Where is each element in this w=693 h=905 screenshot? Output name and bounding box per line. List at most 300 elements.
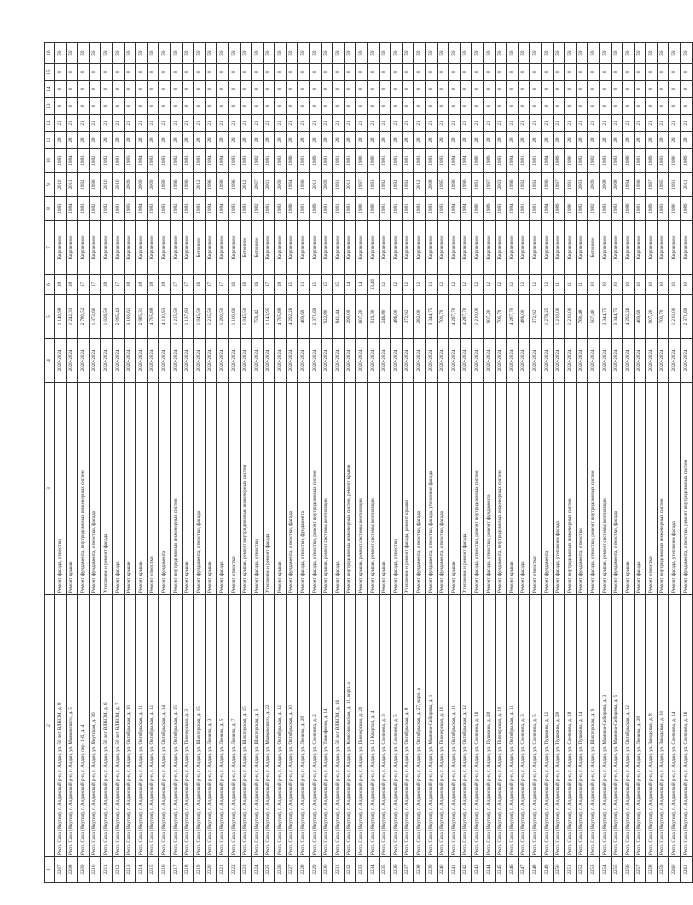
cell-y1: 1983 [55, 197, 67, 221]
cell-cost: 4 292,26 [623, 295, 635, 339]
cell-c16: 59 [391, 43, 403, 64]
table-row [634, 43, 646, 883]
cell-c15: 0 [472, 64, 484, 81]
table-row [240, 43, 252, 883]
cell-wall: Кирпичное [205, 221, 217, 275]
cell-c11: 28 [634, 132, 646, 149]
cell-wall: Кирпичное [182, 221, 194, 275]
cell-y3: 1983 [275, 149, 287, 173]
table-row [483, 43, 495, 883]
table-row [170, 43, 182, 883]
column-header-10: 10 [45, 149, 55, 173]
cell-y1: 1981 [333, 197, 345, 221]
cell-y1: 1983 [437, 197, 449, 221]
cell-v6: 18 [66, 275, 78, 295]
table-row [541, 43, 553, 883]
cell-c16: 59 [89, 43, 101, 64]
cell-work: Ремонт внутридомовых инженерных систем [657, 383, 669, 595]
cell-work: Ремонт крыши, ремонт системы вентиляции [599, 383, 611, 595]
cell-c15: 0 [449, 64, 461, 81]
column-header-9: 9 [45, 173, 55, 197]
cell-c15: 0 [530, 64, 542, 81]
column-header-3: 3 [45, 383, 55, 595]
cell-c16: 59 [402, 43, 414, 64]
cell-y3: 1981 [344, 149, 356, 173]
cell-y2: 1992 [379, 173, 391, 197]
cell-v6: 10 [599, 275, 611, 295]
cell-c13: 0 [310, 98, 322, 115]
cell-y2: 1997 [483, 173, 495, 197]
cell-c16: 59 [530, 43, 542, 64]
cell-addr: Респ. Саха (Якутия), г. Алданский р-н, г. Алдан, ул. Тимофеева, д. 14 [321, 595, 333, 857]
cell-y1: 1982 [101, 197, 113, 221]
cell-c11: 28 [472, 132, 484, 149]
cell-c14: 0 [112, 81, 124, 98]
cell-period: 2020-2024 [194, 339, 206, 383]
cell-y3: 1983 [414, 149, 426, 173]
cell-v6: 12 [483, 275, 495, 295]
cell-c11: 28 [136, 132, 148, 149]
cell-c13: 0 [101, 98, 113, 115]
cell-v6: 17 [263, 275, 275, 295]
cell-v6: 18 [55, 275, 67, 295]
cell-c16: 59 [194, 43, 206, 64]
cell-period: 2020-2024 [426, 339, 438, 383]
cell-c13: 0 [657, 98, 669, 115]
cell-cost: 4 110,93 [159, 295, 171, 339]
cell-wall: Кирпичное [565, 221, 577, 275]
cell-cost: 1 200,50 [217, 295, 229, 339]
cell-cost: 1 215,50 [170, 295, 182, 339]
cell-addr: Респ. Саха (Якутия), г. Алданский р-н, г. Алдан, ул. Слепнева, д. 18 [565, 595, 577, 857]
cell-c12: 21 [518, 115, 530, 132]
table-row [159, 43, 171, 883]
cell-y1: 1983 [78, 197, 90, 221]
cell-c12: 21 [402, 115, 414, 132]
cell-c15: 0 [588, 64, 600, 81]
cell-v6: 16 [252, 275, 264, 295]
cell-period: 2020-2024 [646, 339, 658, 383]
cell-y2: 2009 [124, 173, 136, 197]
cell-y1: 1984 [136, 197, 148, 221]
cell-addr: Респ. Саха (Якутия), г. Алданский р-н, г. Алдан, ул. Октябрьская, д. 12 [623, 595, 635, 857]
cell-wall: Кирпичное [669, 221, 681, 275]
cell-y3: 1982 [89, 149, 101, 173]
cell-c14: 0 [391, 81, 403, 98]
cell-c16: 59 [228, 43, 240, 64]
cell-c15: 0 [657, 64, 669, 81]
cell-c12: 21 [391, 115, 403, 132]
cell-y1: 1983 [657, 197, 669, 221]
cell-period: 2020-2024 [379, 339, 391, 383]
cell-y2: 1992 [402, 173, 414, 197]
cell-c13: 0 [379, 98, 391, 115]
cell-addr: Респ. Саха (Якутия), г. Алданский р-н, г. Алдан, ул. Ленина, д. 3 [205, 595, 217, 857]
cell-c16: 59 [472, 43, 484, 64]
table-row [379, 43, 391, 883]
cell-c15: 0 [426, 64, 438, 81]
cell-period: 2020-2024 [78, 339, 90, 383]
cell-y1: 1982 [588, 197, 600, 221]
cell-y3: 1986 [623, 149, 635, 173]
cell-y2: 1996 [460, 173, 472, 197]
cell-v6: 10 [646, 275, 658, 295]
cell-v6: 14 [344, 275, 356, 295]
cell-period: 2020-2024 [623, 339, 635, 383]
cell-no: 2234 [368, 857, 380, 883]
cell-c16: 59 [599, 43, 611, 64]
cell-y2: 2009 [321, 173, 333, 197]
cell-y3: 1984 [217, 149, 229, 173]
cell-work: Ремонт фундамента, отмостки, фасада [286, 383, 298, 595]
cell-cost: 1 140,98 [55, 295, 67, 339]
cell-cost: 4 287,70 [449, 295, 461, 339]
cell-c13: 0 [55, 98, 67, 115]
cell-v6: 12 [414, 275, 426, 295]
cell-cost: 2 780,52 [78, 295, 90, 339]
cell-cost: 1 372,60 [89, 295, 101, 339]
cell-work: Ремонт фасада, отмостки [391, 383, 403, 595]
cell-addr: Респ. Саха (Якутия), г. Алданский р-н, г. Алдан, ул. 50 лет ВЛКСМ, д. 16 [333, 595, 345, 857]
cell-v6: 10 [623, 275, 635, 295]
table-row [263, 43, 275, 883]
cell-v6: 10 [669, 275, 681, 295]
cell-y2: 1997 [553, 173, 565, 197]
cell-no: 2220 [205, 857, 217, 883]
cell-period: 2020-2024 [530, 339, 542, 383]
cell-c16: 59 [356, 43, 368, 64]
cell-addr: Респ. Саха (Якутия), г. Алданский р-н, г. Алдан, ул. Заводская, д. 10 [657, 595, 669, 857]
cell-no: 2256 [623, 857, 635, 883]
cell-c11: 28 [657, 132, 669, 149]
cell-c14: 0 [344, 81, 356, 98]
table-row [78, 43, 90, 883]
cell-c11: 28 [286, 132, 298, 149]
cell-y3: 1986 [286, 149, 298, 173]
cell-period: 2020-2024 [565, 339, 577, 383]
table-row [194, 43, 206, 883]
cell-c11: 28 [344, 132, 356, 149]
cell-work: Ремонт фасада [217, 383, 229, 595]
cell-c16: 59 [507, 43, 519, 64]
cell-c11: 28 [460, 132, 472, 149]
cell-c12: 21 [194, 115, 206, 132]
cell-c13: 0 [356, 98, 368, 115]
cell-c14: 0 [541, 81, 553, 98]
cell-c11: 28 [89, 132, 101, 149]
cell-v6: 18 [159, 275, 171, 295]
cell-y2: 1996 [298, 173, 310, 197]
cell-c11: 28 [507, 132, 519, 149]
cell-c11: 28 [437, 132, 449, 149]
cell-addr: Респ. Саха (Якутия), г. Алданский р-н, г. Алдан, ул. Шахтерская, д. 15 [240, 595, 252, 857]
cell-addr: Респ. Саха (Якутия), г. Алданский р-н, г. Алдан, ул. Слепнева, д. 5 [530, 595, 542, 857]
cell-c16: 59 [217, 43, 229, 64]
cell-period: 2020-2024 [518, 339, 530, 383]
cell-c12: 21 [147, 115, 159, 132]
cell-no: 2223 [240, 857, 252, 883]
cell-c15: 0 [112, 64, 124, 81]
cell-y1: 1981 [263, 197, 275, 221]
cell-c13: 0 [530, 98, 542, 115]
cell-c14: 0 [565, 81, 577, 98]
cell-c14: 0 [101, 81, 113, 98]
cell-y1: 1989 [310, 197, 322, 221]
cell-work: Ремонт фасада, отмостки, ремонт внутридомовых систем [472, 383, 484, 595]
cell-c15: 0 [286, 64, 298, 81]
cell-cost: 469,69 [634, 295, 646, 339]
column-header-11: 11 [45, 132, 55, 149]
cell-y2: 1991 [669, 173, 681, 197]
cell-addr: Респ. Саха (Якутия), г. Алданский р-н, г. Алдан, ул. Октябрьская, д. 11 [136, 595, 148, 857]
cell-c11: 28 [356, 132, 368, 149]
cell-y1: 1980 [472, 197, 484, 221]
cell-c13: 0 [391, 98, 403, 115]
cell-y2: 1996 [205, 173, 217, 197]
cell-y1: 1989 [681, 197, 693, 221]
cell-cost: 1 137,83 [182, 295, 194, 339]
cell-c11: 28 [78, 132, 90, 149]
cell-period: 2020-2024 [588, 339, 600, 383]
cell-y2: 1996 [89, 173, 101, 197]
cell-c12: 21 [55, 115, 67, 132]
cell-wall: Кирпичное [136, 221, 148, 275]
cell-c14: 0 [240, 81, 252, 98]
cell-c12: 21 [321, 115, 333, 132]
cell-y3: 1981 [112, 149, 124, 173]
cell-period: 2020-2024 [55, 339, 67, 383]
cell-y2: 1992 [391, 173, 403, 197]
cell-v6: 17 [170, 275, 182, 295]
cell-cost: 841,44 [333, 295, 345, 339]
cell-cost: 1 026,50 [101, 295, 113, 339]
cell-addr: Респ. Саха (Якутия), г. Алданский р-н, г. Алдан, ул. Шахтерская, д. 15 [194, 595, 206, 857]
cell-work: Ремонт внутридомовых инженерных систем [170, 383, 182, 595]
cell-c13: 0 [483, 98, 495, 115]
cell-period: 2020-2024 [263, 339, 275, 383]
cell-c14: 0 [205, 81, 217, 98]
cell-v6: 12 [518, 275, 530, 295]
cell-addr: Респ. Саха (Якутия), г. Алданский р-н, г. Алдан, ул. Заводская, д. 8 [646, 595, 658, 857]
cell-c15: 0 [495, 64, 507, 81]
cell-work: Ремонт крыши [379, 383, 391, 595]
cell-c13: 0 [426, 98, 438, 115]
cell-c16: 59 [205, 43, 217, 64]
cell-c15: 0 [344, 64, 356, 81]
cell-c16: 59 [414, 43, 426, 64]
cell-y1: 1981 [634, 197, 646, 221]
cell-period: 2020-2024 [66, 339, 78, 383]
cell-no: 2212 [112, 857, 124, 883]
cell-c12: 21 [205, 115, 217, 132]
cell-y1: 1989 [553, 197, 565, 221]
cell-addr: Респ. Саха (Якутия), г. Алданский р-н, г. Алдан, ул. Пушкина, д. 14 [576, 595, 588, 857]
cell-wall: Кирпичное [89, 221, 101, 275]
cell-no: 2208 [66, 857, 78, 883]
cell-c16: 59 [66, 43, 78, 64]
cell-wall: Кирпичное [356, 221, 368, 275]
cell-work: Ремонт фасада, отмостки, фундамента [298, 383, 310, 595]
cell-y3: 1983 [240, 149, 252, 173]
cell-y2: 1997 [356, 173, 368, 197]
cell-wall: Кирпичное [112, 221, 124, 275]
cell-c13: 0 [611, 98, 623, 115]
cell-addr: Респ. Саха (Якутия), г. Алданский р-н, г. Алдан, ул. Слепнева, д. 3 [379, 595, 391, 857]
cell-period: 2020-2024 [240, 339, 252, 383]
cell-period: 2020-2024 [541, 339, 553, 383]
table-row [368, 43, 380, 883]
cell-period: 2020-2024 [310, 339, 322, 383]
cell-c15: 0 [356, 64, 368, 81]
cell-wall: Кирпичное [483, 221, 495, 275]
cell-y1: 1981 [112, 197, 124, 221]
cell-c16: 59 [286, 43, 298, 64]
cell-c11: 28 [541, 132, 553, 149]
cell-addr: Респ. Саха (Якутия), г. Алданский р-н, г. Алдан, ул. Слепнева, д. 14 [669, 595, 681, 857]
cell-wall: Кирпичное [286, 221, 298, 275]
cell-work: Ремонт фундамента, отмостки, фасада [611, 383, 623, 595]
cell-c13: 0 [240, 98, 252, 115]
cell-c11: 28 [252, 132, 264, 149]
column-header-4: 4 [45, 339, 55, 383]
cell-y1: 1981 [321, 197, 333, 221]
cell-c11: 28 [530, 132, 542, 149]
cell-addr: Респ. Саха (Якутия), г. Алданский р-н, г. Алдан, ул. Пионерская, д. 10 [437, 595, 449, 857]
cell-y2: 1992 [78, 173, 90, 197]
cell-cost: 1 210,00 [472, 295, 484, 339]
cell-no: 2241 [449, 857, 461, 883]
cell-no: 2224 [252, 857, 264, 883]
cell-period: 2020-2024 [460, 339, 472, 383]
cell-y1: 1986 [286, 197, 298, 221]
cell-y2: 2012 [414, 173, 426, 197]
cell-c11: 28 [321, 132, 333, 149]
cell-no: 2217 [170, 857, 182, 883]
cell-v6: 12 [460, 275, 472, 295]
cell-y1: 1983 [599, 197, 611, 221]
cell-v6: 16 [228, 275, 240, 295]
cell-addr: Респ. Саха (Якутия), г. Алданский р-н, г. Алдан, ул. Октябрьская, д. 11 [449, 595, 461, 857]
cell-cost: 700,79 [657, 295, 669, 339]
program-table [44, 42, 693, 883]
cell-c14: 0 [449, 81, 461, 98]
cell-c15: 0 [205, 64, 217, 81]
table-row [205, 43, 217, 883]
cell-c11: 28 [66, 132, 78, 149]
cell-c14: 0 [623, 81, 635, 98]
table-row [472, 43, 484, 883]
cell-wall: Кирпичное [310, 221, 322, 275]
table-row [623, 43, 635, 883]
cell-c11: 28 [565, 132, 577, 149]
cell-work: Ремонт фундамента, отмостки, фасада [194, 383, 206, 595]
cell-y1: 1980 [368, 197, 380, 221]
cell-y3: 1983 [495, 149, 507, 173]
cell-v6: 18 [101, 275, 113, 295]
cell-addr: Респ. Саха (Якутия), г. Алданский р-н, г. Алдан, ул. Мамина-Сибиряка, д. 5 [611, 595, 623, 857]
cell-c16: 59 [159, 43, 171, 64]
cell-y1: 1983 [611, 197, 623, 221]
cell-c15: 0 [623, 64, 635, 81]
table-row [460, 43, 472, 883]
cell-v6: 11 [576, 275, 588, 295]
cell-work: Ремонт фундамента, внутридомовых инженерных систем [78, 383, 90, 595]
cell-cost: 919,30 [368, 295, 380, 339]
cell-y3: 1983 [124, 149, 136, 173]
cell-c13: 0 [507, 98, 519, 115]
cell-c13: 0 [333, 98, 345, 115]
cell-y3: 1983 [147, 149, 159, 173]
cell-no: 2245 [495, 857, 507, 883]
cell-y3: 1983 [657, 149, 669, 173]
cell-c16: 59 [669, 43, 681, 64]
cell-y1: 1984 [507, 197, 519, 221]
cell-no: 2259 [657, 857, 669, 883]
cell-c14: 0 [681, 81, 693, 98]
cell-y3: 1982 [576, 149, 588, 173]
cell-c13: 0 [437, 98, 449, 115]
cell-c13: 0 [495, 98, 507, 115]
table-row [426, 43, 438, 883]
cell-y3: 1983 [159, 149, 171, 173]
table-row [599, 43, 611, 883]
table-row [136, 43, 148, 883]
cell-wall: Кирпичное [147, 221, 159, 275]
cell-addr: Респ. Саха (Якутия), г. Алданский р-н, г. Алдан, ул. Октябрьская, д. 11 [507, 595, 519, 857]
cell-c15: 0 [646, 64, 658, 81]
cell-v6: 12 [379, 275, 391, 295]
cell-c12: 21 [483, 115, 495, 132]
cell-c16: 59 [495, 43, 507, 64]
cell-cost: 4 705,88 [147, 295, 159, 339]
cell-c12: 21 [78, 115, 90, 132]
cell-c12: 21 [588, 115, 600, 132]
cell-c11: 28 [228, 132, 240, 149]
cell-c14: 0 [495, 81, 507, 98]
cell-c12: 21 [217, 115, 229, 132]
cell-c14: 0 [66, 81, 78, 98]
cell-no: 2226 [275, 857, 287, 883]
cell-c12: 21 [449, 115, 461, 132]
cell-cost: 4 705,88 [275, 295, 287, 339]
table-row [657, 43, 669, 883]
cell-wall: Кирпичное [623, 221, 635, 275]
cell-period: 2020-2024 [182, 339, 194, 383]
cell-wall: Кирпичное [634, 221, 646, 275]
cell-y2: 1996 [541, 173, 553, 197]
cell-period: 2020-2024 [507, 339, 519, 383]
cell-v6: 13,40 [368, 275, 380, 295]
cell-c16: 59 [611, 43, 623, 64]
cell-c12: 21 [530, 115, 542, 132]
cell-c15: 0 [66, 64, 78, 81]
cell-period: 2020-2024 [599, 339, 611, 383]
cell-y3: 1981 [391, 149, 403, 173]
cell-wall: Кирпичное [507, 221, 519, 275]
cell-wall: Бетонное [588, 221, 600, 275]
cell-work: Ремонт фасада [333, 383, 345, 595]
cell-c12: 21 [379, 115, 391, 132]
cell-y2: 2011 [66, 173, 78, 197]
cell-c16: 59 [240, 43, 252, 64]
cell-c11: 28 [379, 132, 391, 149]
cell-y3: 1981 [402, 149, 414, 173]
cell-y3: 1983 [611, 149, 623, 173]
cell-addr: Респ. Саха (Якутия), г. Алданский р-н, г. Алдан, ул. Октябрьская, д. 12 [147, 595, 159, 857]
cell-v6: 16 [194, 275, 206, 295]
cell-y3: 1989 [310, 149, 322, 173]
cell-period: 2020-2024 [321, 339, 333, 383]
